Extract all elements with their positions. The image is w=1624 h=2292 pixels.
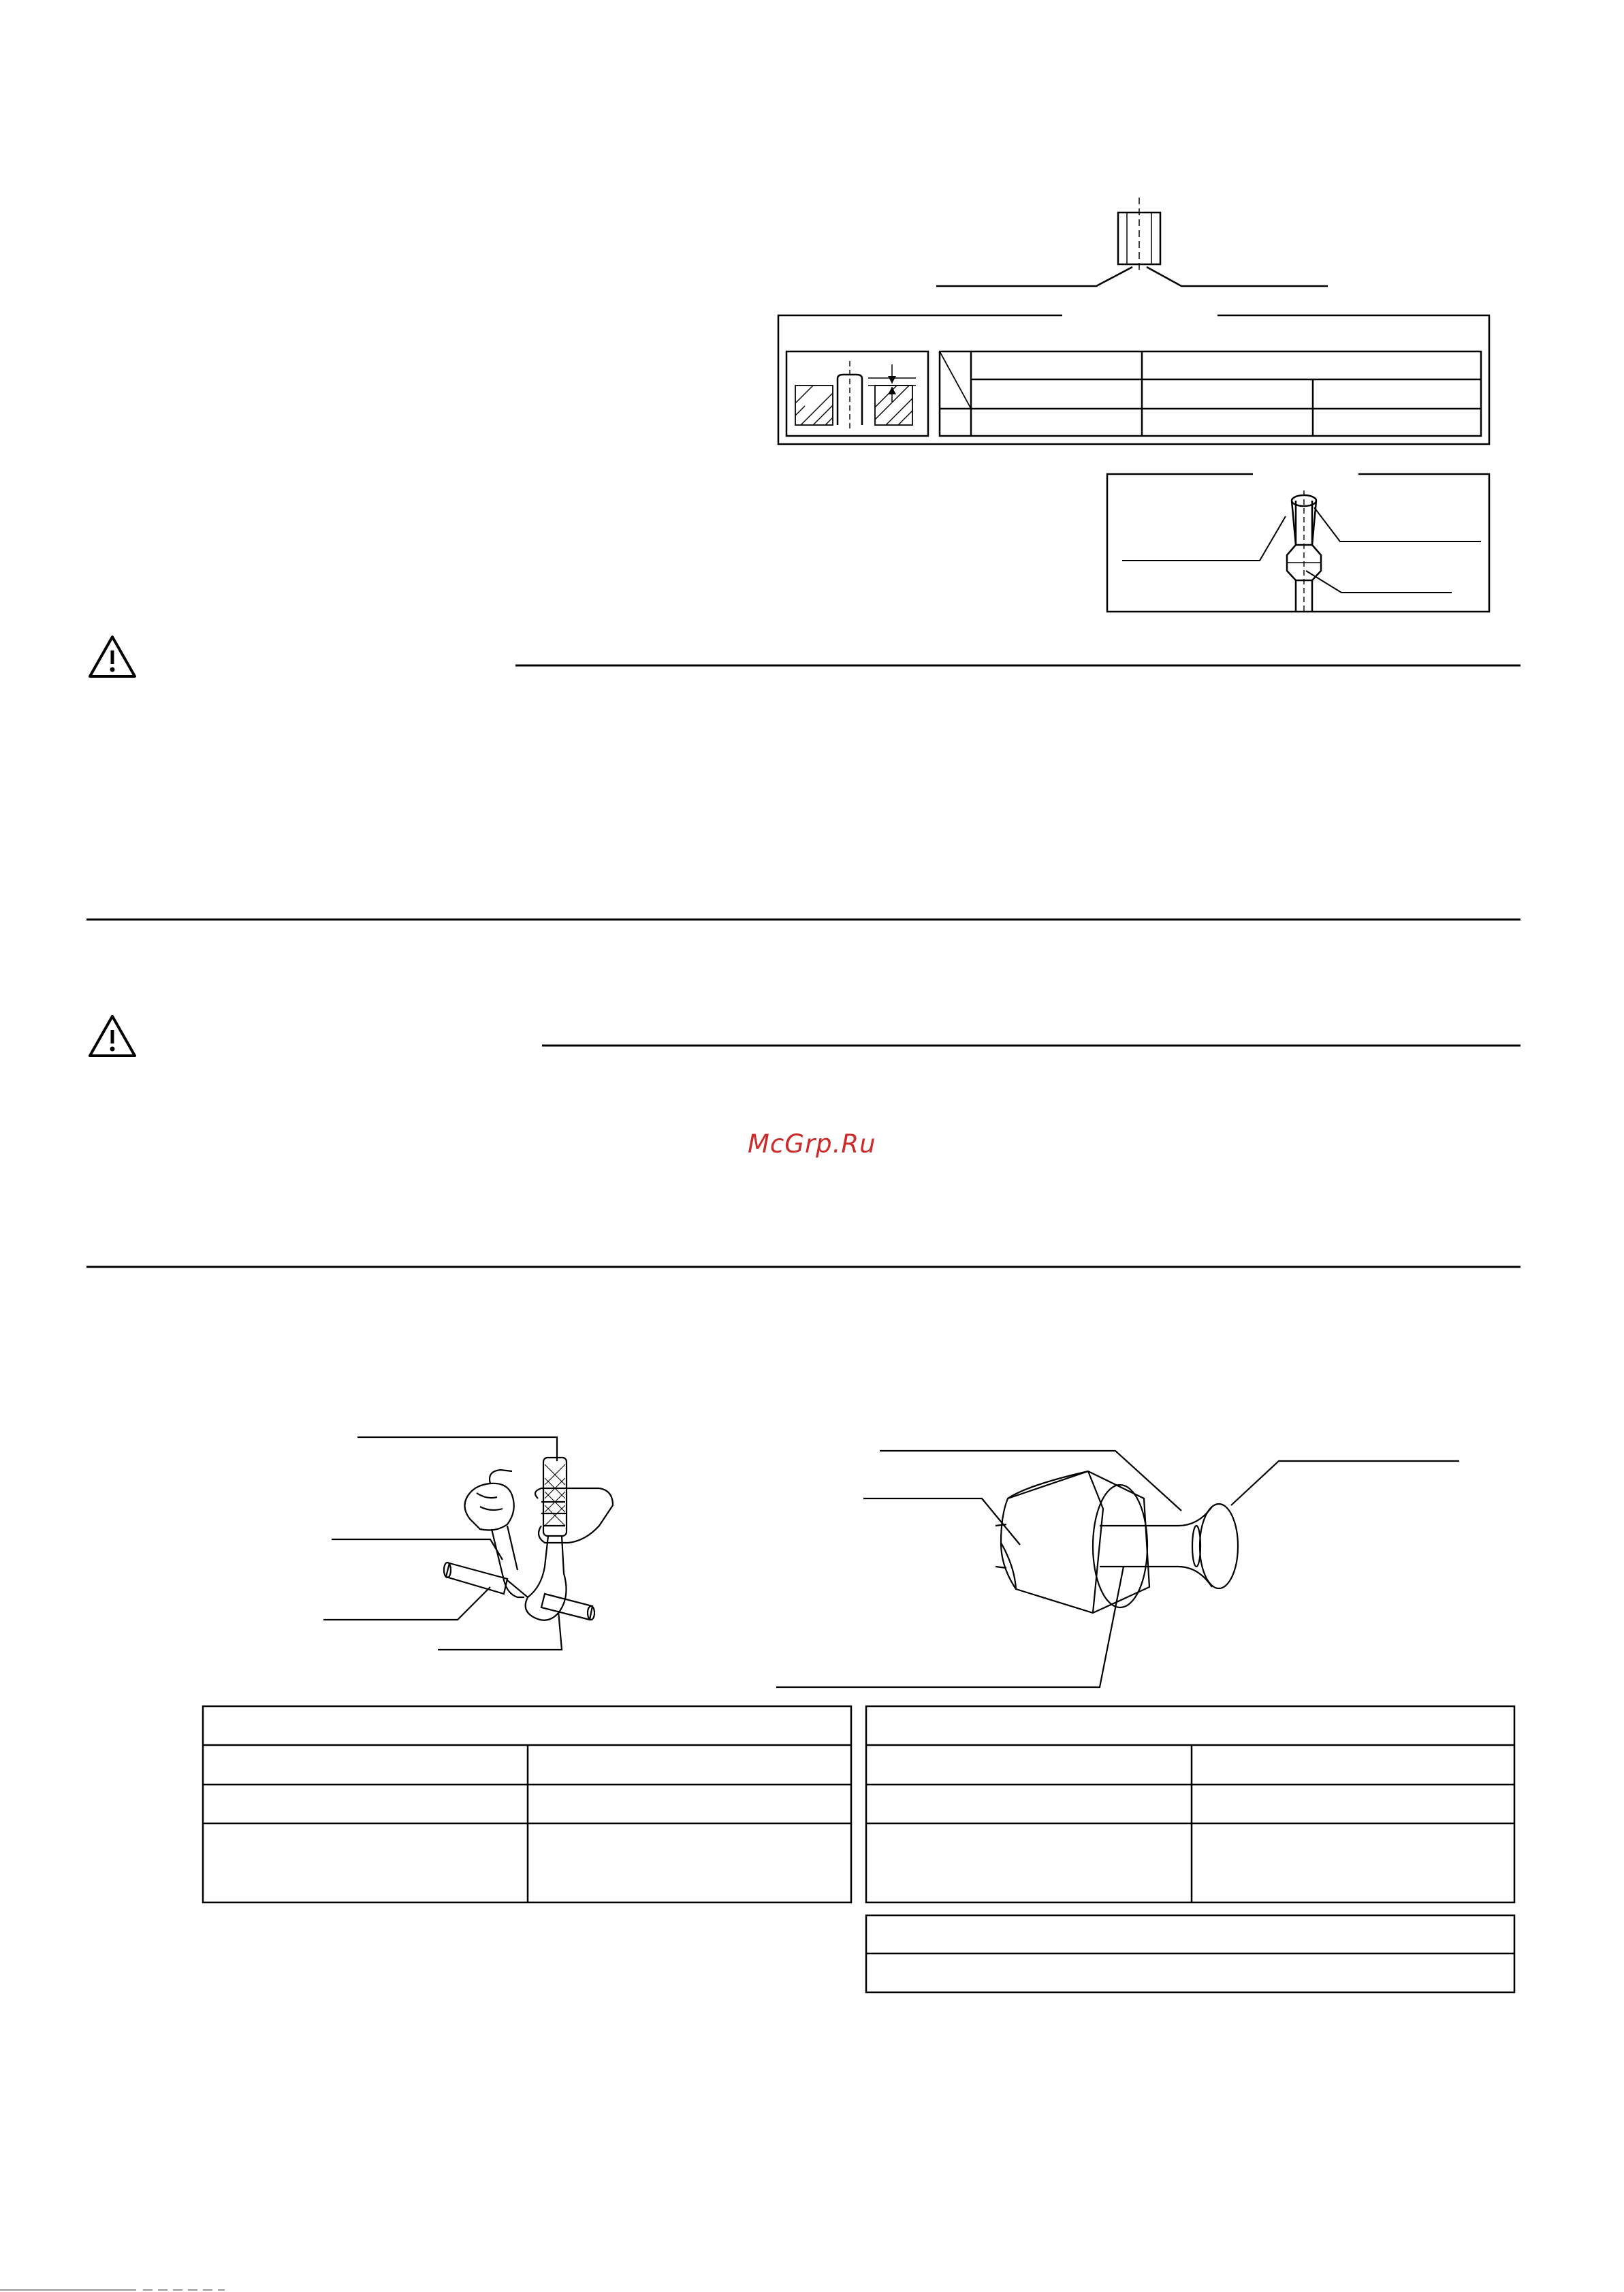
torque-table-left [203, 1706, 851, 1902]
warning-section-1 [86, 637, 1520, 920]
watermark-text: McGrp.Ru [748, 1129, 876, 1159]
two-wrenches-hands-icon [323, 1437, 613, 1650]
warning-triangle-icon [90, 637, 135, 676]
flare-nut-box [1107, 474, 1489, 612]
flare-dimension-box [778, 315, 1489, 444]
torque-table-right [866, 1706, 1514, 1902]
flare-gauge-icon [786, 351, 928, 436]
note-box [866, 1915, 1514, 1992]
flare-dimension-table [940, 351, 1481, 436]
warning-triangle-icon [90, 1016, 135, 1056]
pipe-end-icon [936, 198, 1328, 286]
flare-nut-closeup-icon [776, 1451, 1459, 1687]
